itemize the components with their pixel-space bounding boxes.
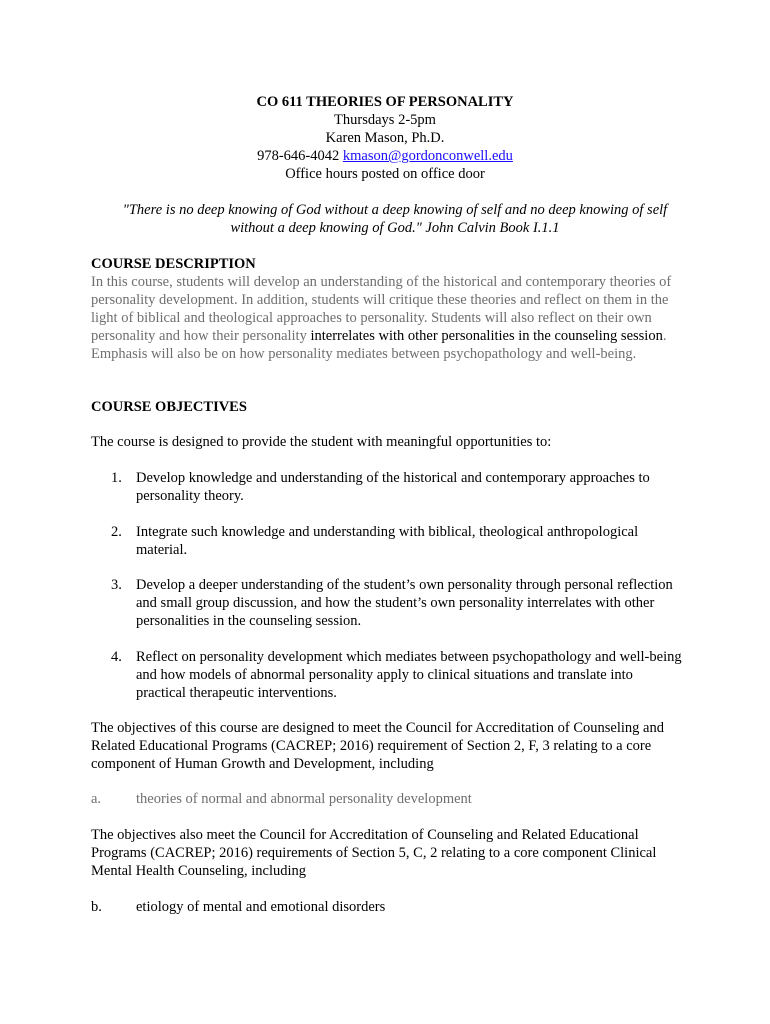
email-link[interactable]: kmason@gordonconwell.edu — [342, 148, 513, 164]
course-description-body — [91, 273, 689, 363]
list-item-number: 2. — [111, 524, 122, 540]
list-item-text: Develop a deeper understanding of the student’s own personality through personal reflection and small group discussion, and how the student’s own personality interrelates with other personalities in the counseling session. — [136, 577, 673, 629]
course-title: CO 611 THEORIES OF PERSONALITY — [256, 94, 514, 110]
phone-number: 978-646-4042 — [257, 148, 340, 164]
course-objectives-heading: COURSE OBJECTIVES — [91, 399, 247, 415]
objectives-intro: The course is designed to provide the student with meaningful opportunities to: — [91, 434, 552, 450]
list-item-number: 4. — [111, 649, 122, 665]
cacrep-paragraph-1: The objectives of this course are designed to meet the Council for Accreditation of Counseling and Related Educational Programs (CACREP; 2016) requirement of Section 2, F, 3 relating to a core component of Human Growth and Development, including — [91, 720, 664, 772]
sub-item-text: etiology of mental and emotional disorders — [136, 899, 386, 915]
instructor-name: Karen Mason, Ph.D. — [325, 130, 445, 146]
list-item-text: Develop knowledge and understanding of the historical and contemporary approaches to personality theory. — [136, 470, 650, 504]
sub-item-text: theories of normal and abnormal personality development — [136, 791, 472, 807]
description-text-part1: In this course, students will develop an understanding of the historical and contemporary theories of personality development. In addition, students will critique these theories and reflect on them in the light of biblical and theological approaches to personality. Students will also reflect on their own personality and how their personality — [91, 274, 672, 344]
list-item-text: Integrate such knowledge and understanding with biblical, theological anthropological material. — [136, 524, 639, 558]
list-item-number: 1. — [111, 470, 122, 486]
calvin-quote: "There is no deep knowing of God without a deep knowing of self and no deep knowing of self without a deep knowing of God." John Calvin Book I.1.1 — [122, 202, 668, 236]
description-text-highlight: interrelates with other personalities in the counseling session — [310, 328, 663, 344]
course-schedule: Thursdays 2-5pm — [334, 112, 436, 128]
sub-item-letter: a. — [91, 791, 102, 807]
contact-line — [0, 147, 770, 165]
course-description-heading: COURSE DESCRIPTION — [91, 256, 256, 272]
description-text-part3: . Emphasis will also be on how personality mediates between psychopathology and well-being. — [91, 328, 667, 362]
sub-item-letter: b. — [91, 899, 102, 915]
list-item-number: 3. — [111, 577, 122, 593]
cacrep-paragraph-2: The objectives also meet the Council for Accreditation of Counseling and Related Educational Programs (CACREP; 2016) requirements of Section 5, C, 2 relating to a core component Clinical Mental Health Counseling, including — [91, 827, 657, 879]
list-item-text: Reflect on personality development which mediates between psychopathology and well-being and how models of abnormal personality apply to clinical situations and translate into practical therapeutic interventions. — [136, 649, 682, 701]
office-hours: Office hours posted on office door — [285, 166, 485, 182]
